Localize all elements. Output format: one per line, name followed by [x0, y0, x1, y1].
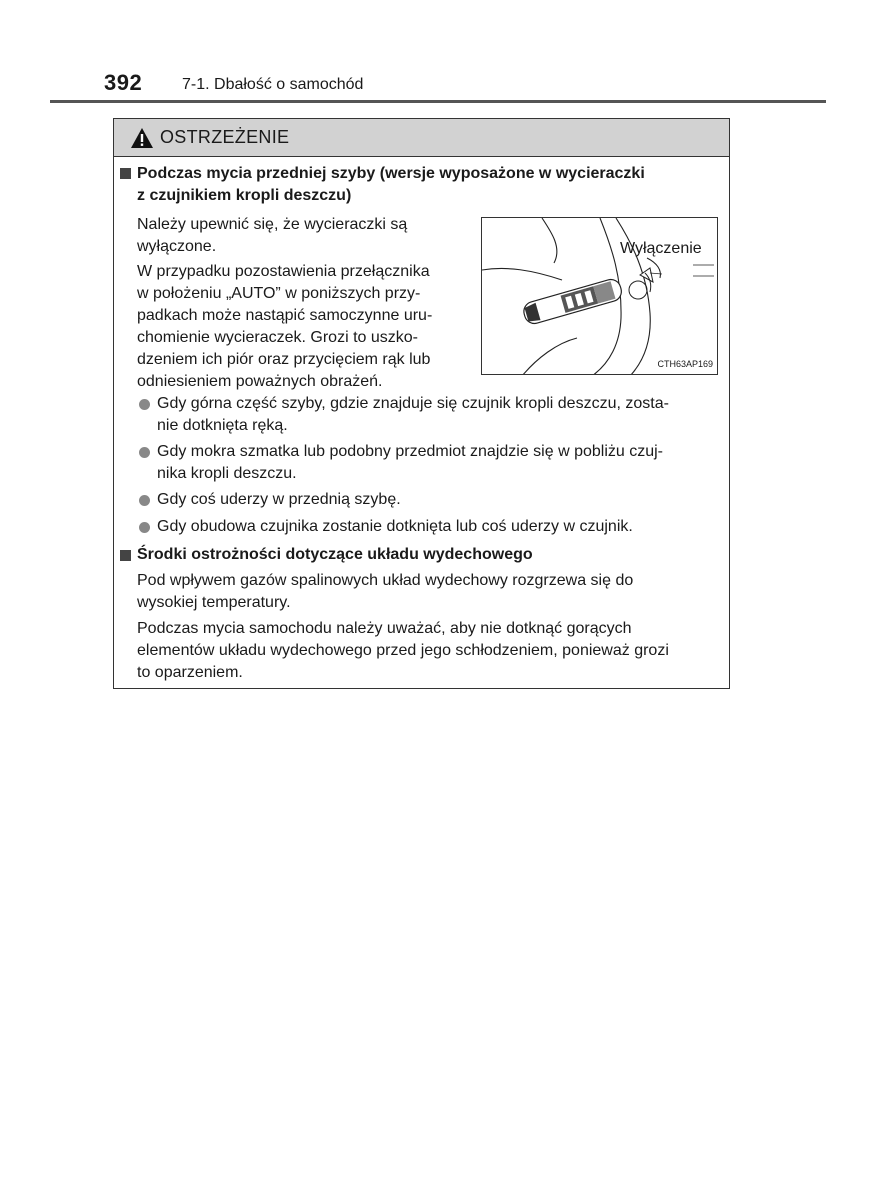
section2-para2-line1: Podczas mycia samochodu należy uważać, aby nie dotknąć gorących	[137, 620, 632, 637]
bullet-3-line1: Gdy coś uderzy w przednią szybę.	[157, 491, 401, 508]
section1-para1-line1: Należy upewnić się, że wycieraczki są	[137, 216, 408, 233]
section1-para1-line2: wyłączone.	[137, 238, 217, 255]
bullet-4-line1: Gdy obudowa czujnika zostanie dotknięta lub coś uderzy w czujnik.	[157, 518, 633, 535]
section1-para2-line1: W przypadku pozostawienia przełącznika	[137, 263, 430, 280]
figure-code: CTH63AP169	[657, 359, 713, 369]
bullet-1-line2: nie dotknięta ręką.	[157, 417, 288, 434]
bullet-icon	[139, 399, 150, 410]
page-number: 392	[104, 70, 143, 95]
section1-para2-line5: dzeniem ich piór oraz przycięciem rąk lub	[137, 351, 431, 368]
bullet-2-line1: Gdy mokra szmatka lub podobny przedmiot znajdzie się w pobliżu czuj-	[157, 443, 664, 460]
wiper-switch-figure	[481, 217, 718, 375]
section-square-icon	[120, 168, 131, 179]
figure-callout-label: Wyłączenie	[620, 240, 702, 257]
warning-box	[113, 118, 730, 689]
section2-para1-line1: Pod wpływem gazów spalinowych układ wydechowy rozgrzewa się do	[137, 572, 634, 589]
section-square-icon	[120, 550, 131, 561]
bullet-icon	[139, 447, 150, 458]
section1-para2-line4: chomienie wycieraczek. Grozi to uszko-	[137, 329, 418, 346]
section2-para2-line2: elementów układu wydechowego przed jego schłodzeniem, ponieważ grozi	[137, 642, 669, 659]
section1-para2-line6: odniesieniem poważnych obrażeń.	[137, 373, 383, 390]
warning-header	[114, 119, 729, 157]
bullet-2-line2: nika kropli deszczu.	[157, 465, 297, 482]
section2-para2-line3: to oparzeniem.	[137, 664, 243, 681]
warning-triangle-icon	[130, 127, 154, 149]
section-title: 7-1. Dbałość o samochód	[182, 76, 364, 93]
warning-title: OSTRZEŻENIE	[160, 127, 290, 147]
bullet-icon	[139, 522, 150, 533]
bullet-icon	[139, 495, 150, 506]
section2-heading: Środki ostrożności dotyczące układu wydechowego	[137, 546, 533, 563]
section1-para2-line2: w położeniu „AUTO” w poniższych przy-	[137, 285, 421, 302]
header-divider	[50, 100, 826, 103]
bullet-1-line1: Gdy górna część szyby, gdzie znajduje się czujnik kropli deszczu, zosta-	[157, 395, 669, 412]
section1-heading-line2: z czujnikiem kropli deszczu)	[137, 187, 352, 204]
section1-para2-line3: padkach może nastąpić samoczynne uru-	[137, 307, 433, 324]
section1-heading-line1: Podczas mycia przedniej szyby (wersje wyposażone w wycieraczki	[137, 165, 645, 182]
section2-para1-line2: wysokiej temperatury.	[137, 594, 291, 611]
